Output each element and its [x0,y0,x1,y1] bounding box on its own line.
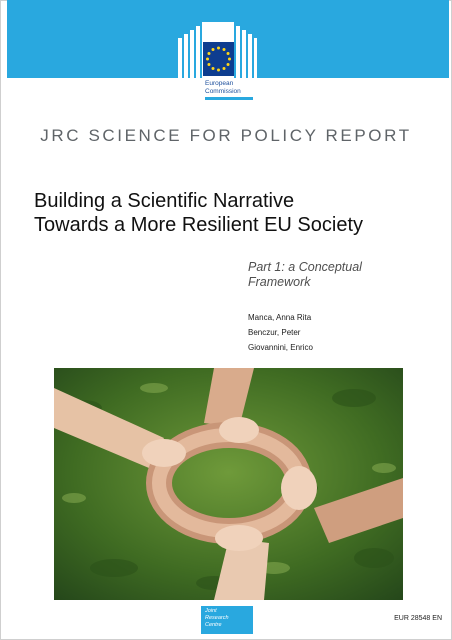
eu-star-icon [227,63,230,66]
eu-star-icon [223,48,226,51]
eu-star-icon [223,67,226,70]
eu-star-icon [212,48,215,51]
author-name: Manca, Anna Rita [248,313,312,322]
report-title-line2: Towards a More Resilient EU Society [34,214,364,236]
report-number: EUR 28548 EN [394,615,442,622]
jrc-logo-line1: Joint [205,608,217,614]
eu-star-icon [212,67,215,70]
report-subtitle-line1: Part 1: a Conceptual [248,260,362,274]
logo-text-line2: Commission [205,88,241,95]
report-subtitle [248,260,428,290]
report-type-heading: JRC SCIENCE FOR POLICY REPORT [40,126,412,145]
eu-star-icon [207,52,210,55]
jrc-logo [201,606,253,634]
jrc-logo-line2: Research [205,615,229,621]
eu-star-icon [217,69,220,72]
eu-star-icon [217,47,220,50]
jrc-logo-text [205,608,229,629]
eu-star-icon [207,63,210,66]
author-name: Giovannini, Enrico [248,343,313,352]
report-title [34,189,434,237]
eu-star-icon [228,58,231,61]
logo-text-line1: European [205,80,234,87]
report-title-line1: Building a Scientific Narrative [34,190,295,212]
author-list [248,310,428,355]
cover-photo [54,368,403,600]
jrc-logo-line3: Centre [205,622,222,628]
author-name: Benczur, Peter [248,328,301,337]
eu-star-icon [227,52,230,55]
logo-underline [205,97,253,100]
logo-text [205,80,265,96]
report-subtitle-line2: Framework [248,275,311,289]
eu-star-icon [206,58,209,61]
